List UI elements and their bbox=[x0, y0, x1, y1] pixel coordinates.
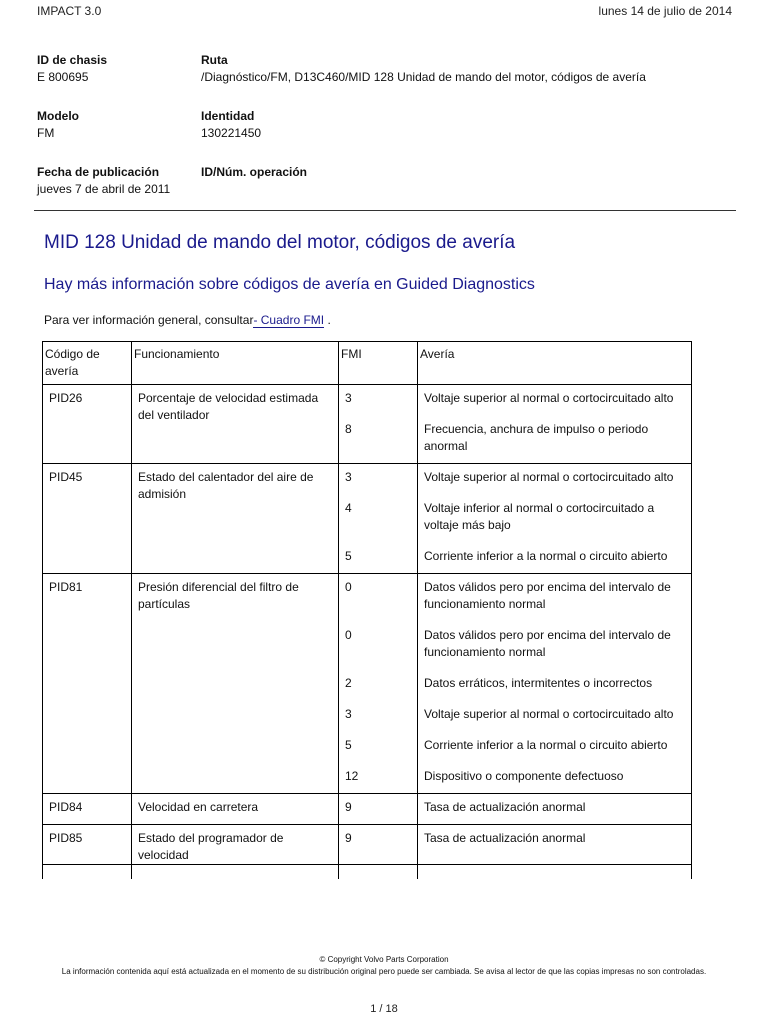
fault-description: Voltaje superior al normal o cortocircuitado alto bbox=[424, 391, 674, 405]
fmi-value: 3 bbox=[345, 391, 352, 405]
function-description: Estado del calentador del aire de admisión bbox=[138, 470, 314, 501]
pubdate-value: jueves 7 de abril de 2011 bbox=[37, 182, 171, 196]
col-header-code: Código de avería bbox=[43, 342, 132, 385]
intro-text: Para ver información general, consultar bbox=[44, 313, 254, 327]
chassis-label: ID de chasis bbox=[37, 53, 108, 67]
fault-code-rows bbox=[43, 385, 692, 880]
fault-code: PID85 bbox=[49, 831, 83, 845]
fault-code: PID84 bbox=[49, 800, 83, 814]
fmi-value: 12 bbox=[345, 769, 359, 783]
fmi-value: 2 bbox=[345, 676, 352, 690]
table-row-continued bbox=[43, 865, 692, 880]
function-description: Estado del programador de velocidad bbox=[138, 831, 284, 862]
page-title: MID 128 Unidad de mando del motor, códigos de avería bbox=[44, 232, 516, 253]
chassis-value: E 800695 bbox=[37, 70, 89, 84]
identity-label: Identidad bbox=[201, 109, 255, 123]
pubdate-label: Fecha de publicación bbox=[37, 165, 160, 179]
fault-description: Tasa de actualización anormal bbox=[424, 800, 586, 814]
fault-description: Corriente inferior a la normal o circuito abierto bbox=[424, 738, 668, 752]
page-subtitle: Hay más información sobre códigos de avería en Guided Diagnostics bbox=[44, 276, 535, 293]
route-label: Ruta bbox=[201, 53, 228, 67]
fmi-value: 9 bbox=[345, 800, 352, 814]
operation-id-label: ID/Núm. operación bbox=[201, 165, 308, 179]
fault-code: PID26 bbox=[49, 391, 83, 405]
col-header-fault: Avería bbox=[418, 342, 692, 385]
fmi-value: 0 bbox=[345, 628, 352, 642]
app-name: IMPACT 3.0 bbox=[37, 4, 102, 18]
function-description: Porcentaje de velocidad estimada del ventilador bbox=[138, 391, 319, 422]
fmi-value: 4 bbox=[345, 501, 352, 515]
copyright: © Copyright Volvo Parts Corporation bbox=[319, 955, 449, 964]
identity-value: 130221450 bbox=[201, 126, 262, 140]
fault-description: Dispositivo o componente defectuoso bbox=[424, 769, 624, 783]
fault-description: Voltaje superior al normal o cortocircuitado alto bbox=[424, 470, 674, 484]
table-row bbox=[43, 825, 692, 865]
function-description: Velocidad en carretera bbox=[138, 800, 259, 814]
fmi-value: 3 bbox=[345, 707, 352, 721]
fault-description: Frecuencia, anchura de impulso o periodo anormal bbox=[424, 422, 649, 453]
fault-description: Voltaje inferior al normal o cortocircuitado a voltaje más bajo bbox=[424, 501, 655, 532]
fault-description: Datos erráticos, intermitentes o incorrectos bbox=[424, 676, 653, 690]
page-number: 1 / 18 bbox=[370, 1003, 398, 1015]
fault-description: Corriente inferior a la normal o circuito abierto bbox=[424, 549, 668, 563]
function-description: Presión diferencial del filtro de partículas bbox=[138, 580, 299, 611]
fmi-value: 5 bbox=[345, 738, 352, 752]
route-value: /Diagnóstico/FM, D13C460/MID 128 Unidad de mando del motor, códigos de avería bbox=[201, 70, 646, 84]
table-row bbox=[43, 574, 692, 794]
intro-paragraph bbox=[44, 313, 331, 327]
table-row bbox=[43, 464, 692, 574]
col-header-function: Funcionamiento bbox=[132, 342, 339, 385]
model-label: Modelo bbox=[37, 109, 79, 123]
disclaimer: La información contenida aquí está actualizada en el momento de su distribución original pero puede ser cambiada. Se avisa al lector de que las copias impresas no son controladas. bbox=[61, 967, 707, 976]
fmi-table-link[interactable]: - Cuadro FMI bbox=[253, 313, 325, 327]
fault-description: Datos válidos pero por encima del intervalo de funcionamiento normal bbox=[424, 628, 671, 659]
fmi-value: 3 bbox=[345, 470, 352, 484]
fmi-value: 9 bbox=[345, 831, 352, 845]
fault-description: Tasa de actualización anormal bbox=[424, 831, 586, 845]
fault-code: PID45 bbox=[49, 470, 83, 484]
fmi-value: 8 bbox=[345, 422, 352, 436]
table-row bbox=[43, 385, 692, 464]
print-date: lunes 14 de julio de 2014 bbox=[598, 4, 732, 18]
col-header-fmi: FMI bbox=[339, 342, 418, 385]
fault-description: Datos válidos pero por encima del intervalo de funcionamiento normal bbox=[424, 580, 671, 611]
fmi-value: 0 bbox=[345, 580, 352, 594]
fmi-value: 5 bbox=[345, 549, 352, 563]
fault-code-table bbox=[42, 341, 692, 879]
fault-description: Voltaje superior al normal o cortocircuitado alto bbox=[424, 707, 674, 721]
model-value: FM bbox=[37, 126, 55, 140]
fault-code: PID81 bbox=[49, 580, 83, 594]
intro-end: . bbox=[324, 313, 331, 327]
table-row bbox=[43, 794, 692, 825]
header-divider bbox=[34, 210, 736, 211]
